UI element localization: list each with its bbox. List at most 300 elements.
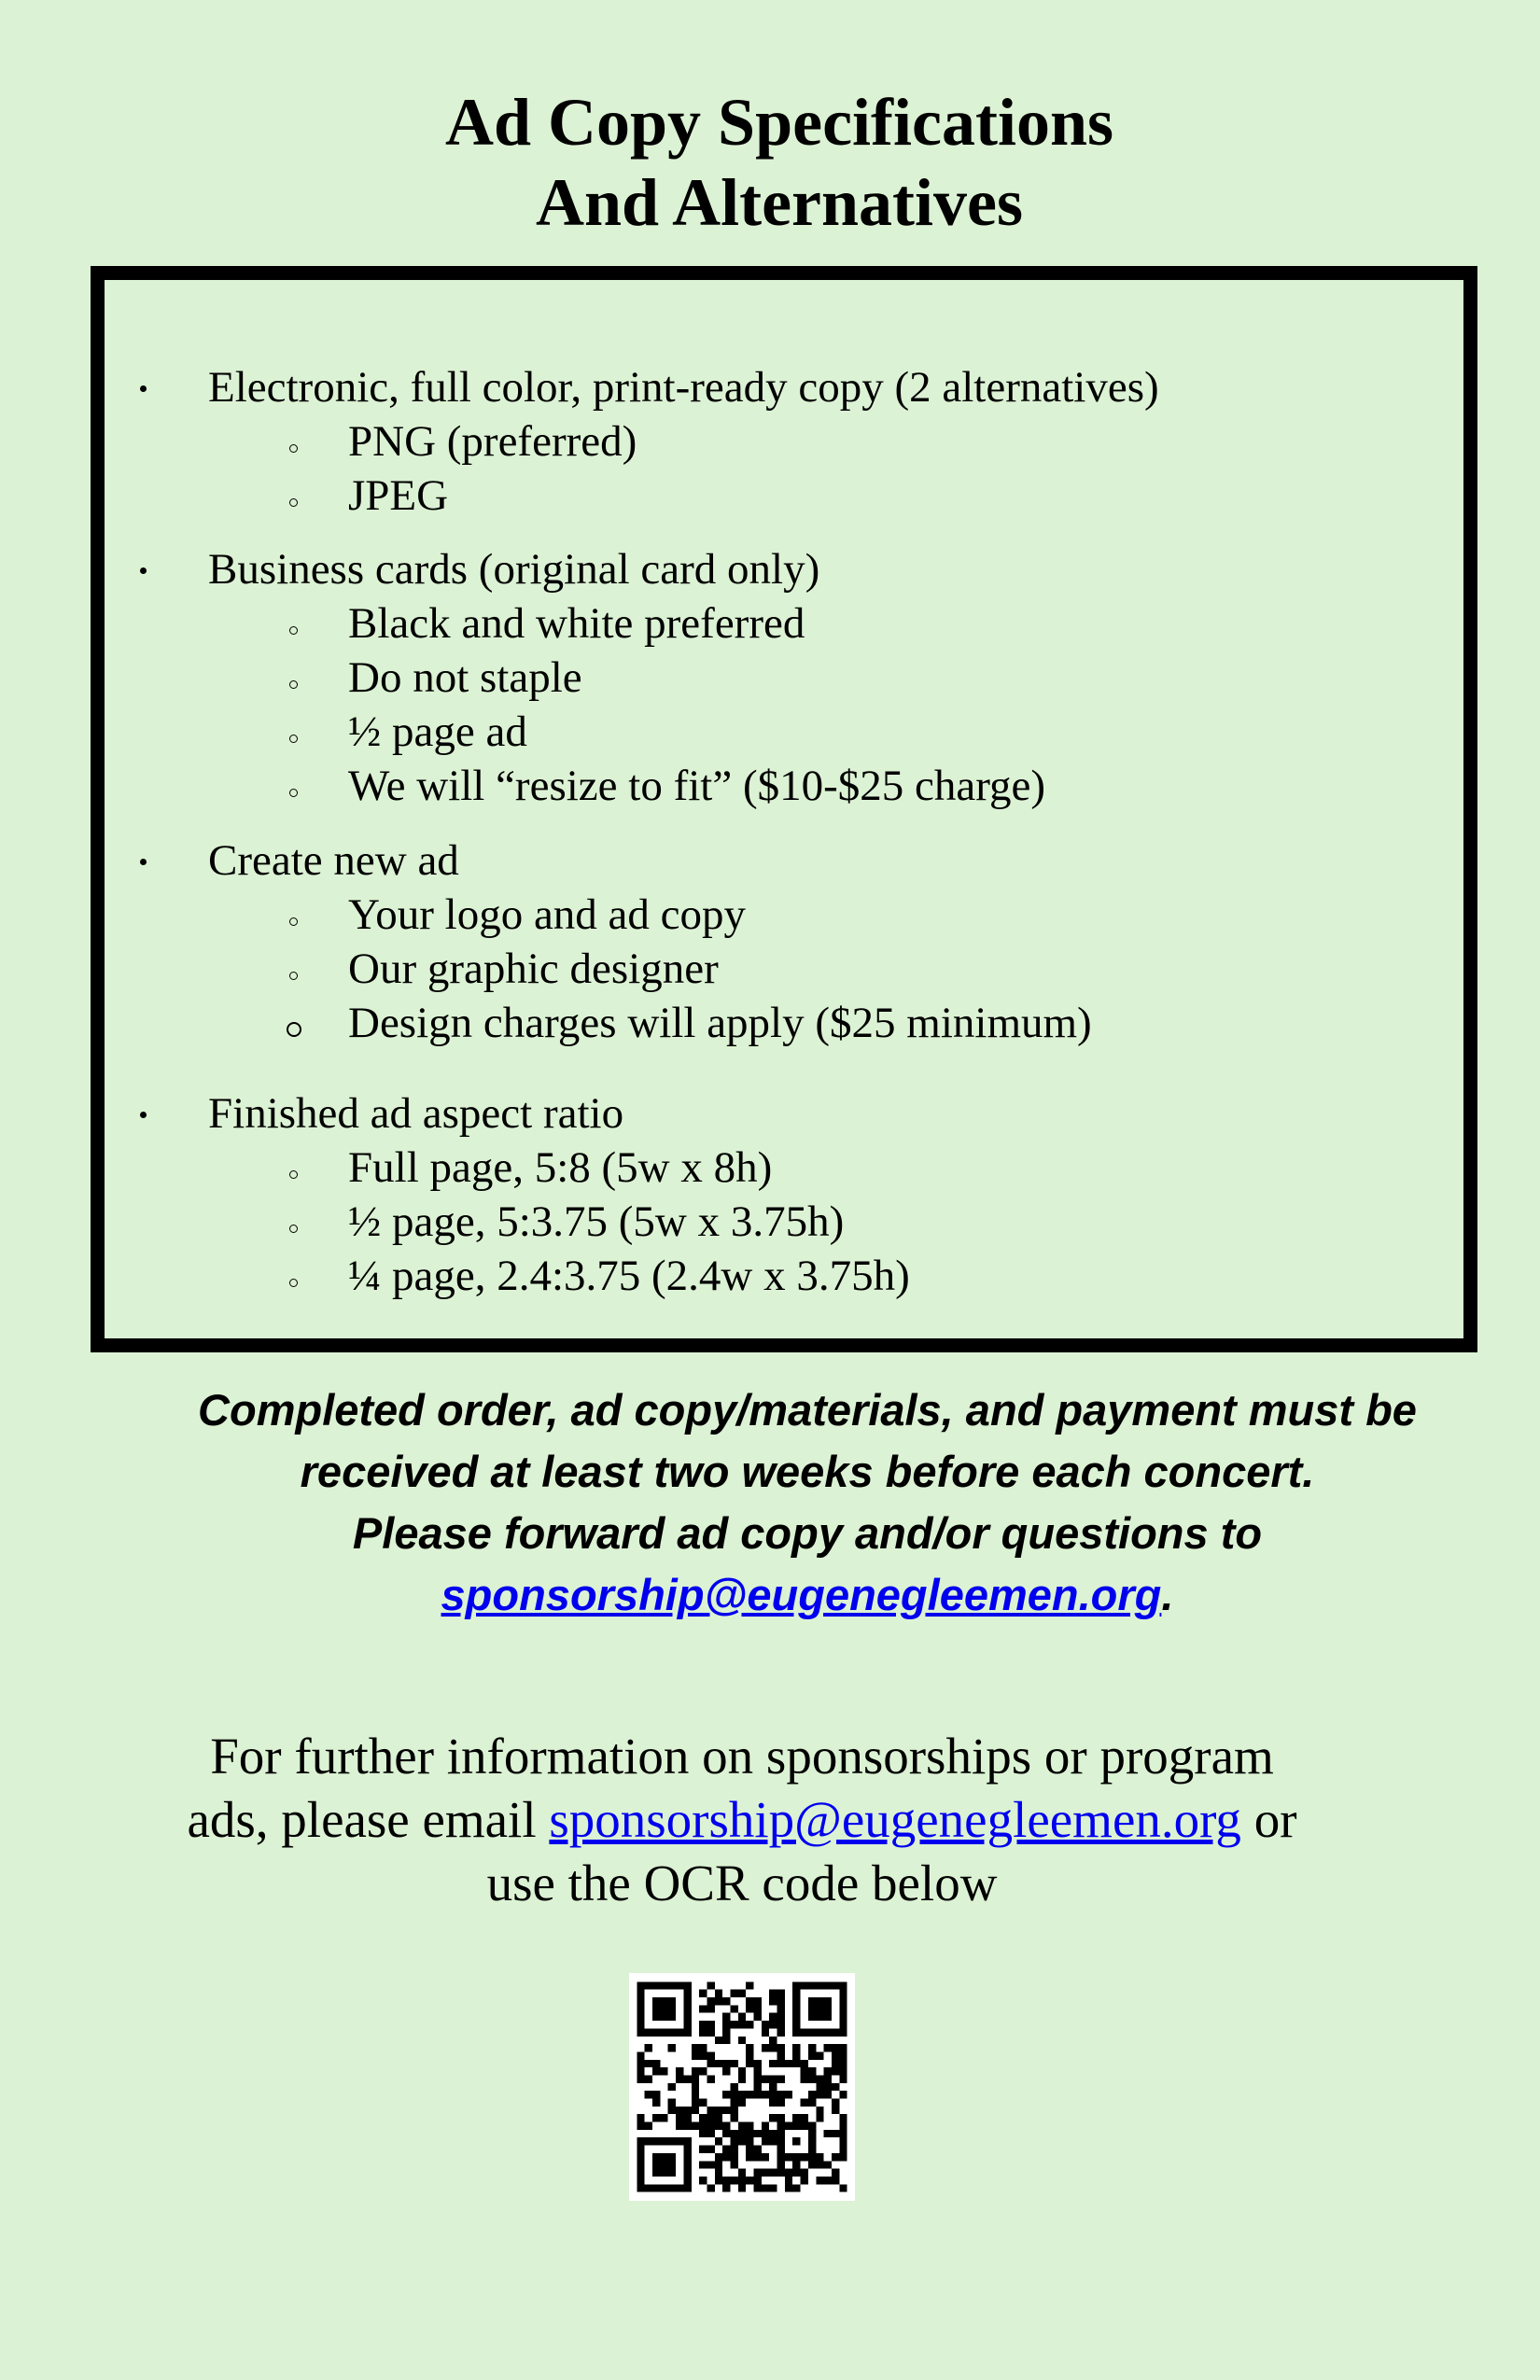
qr-module	[808, 2161, 816, 2168]
spec-sub-item	[105, 596, 1463, 651]
qr-module	[808, 2099, 816, 2107]
qr-module	[722, 1997, 730, 2005]
qr-module	[832, 2107, 839, 2114]
qr-module	[645, 2091, 652, 2098]
qr-module	[801, 2114, 808, 2121]
qr-module	[816, 2114, 823, 2121]
qr-module	[715, 1997, 722, 2005]
qr-module	[637, 2075, 644, 2082]
qr-module	[754, 2184, 762, 2191]
qr-module	[769, 2013, 777, 2021]
qr-module	[824, 2177, 832, 2184]
qr-module	[746, 2051, 753, 2059]
qr-module	[754, 2177, 762, 2184]
qr-module	[707, 2051, 714, 2059]
qr-module	[715, 2107, 722, 2114]
qr-module	[777, 2060, 785, 2067]
qr-module	[762, 2184, 769, 2191]
qr-module	[722, 2146, 730, 2153]
qr-module	[801, 2067, 808, 2075]
qr-module	[738, 2037, 746, 2044]
qr-module	[769, 2044, 777, 2051]
qr-module	[676, 2075, 683, 2082]
qr-module	[785, 2091, 792, 2098]
qr-module	[652, 2114, 660, 2121]
qr-module	[722, 2107, 730, 2114]
qr-module	[777, 2114, 785, 2121]
qr-module	[707, 2107, 714, 2114]
qr-module	[722, 2028, 730, 2036]
qr-module	[738, 2177, 746, 2184]
specifications-box	[91, 266, 1477, 1352]
qr-module	[738, 2137, 746, 2145]
spec-bullet	[105, 833, 1463, 888]
qr-module	[730, 2130, 737, 2137]
spec-sub-item-label: We will “resize to fit” ($10-$25 charge)	[348, 762, 1046, 810]
qr-module	[707, 2114, 714, 2121]
qr-module	[730, 2005, 737, 2012]
qr-module	[769, 2130, 777, 2137]
qr-module	[707, 1981, 714, 1989]
qr-module	[715, 2122, 722, 2130]
qr-module	[707, 2161, 714, 2168]
qr-module	[707, 2184, 714, 2191]
qr-module	[808, 2051, 816, 2059]
spec-group-business-cards	[105, 542, 1463, 813]
qr-module	[746, 2130, 753, 2137]
qr-module	[707, 2028, 714, 2036]
qr-module	[707, 2005, 714, 2012]
spec-bullet	[105, 542, 1463, 596]
qr-module	[707, 2146, 714, 2153]
spec-sub-item-label: Design charges will apply ($25 minimum)	[348, 999, 1092, 1047]
qr-module	[722, 2177, 730, 2184]
qr-module	[824, 2130, 832, 2137]
qr-module	[777, 2099, 785, 2107]
qr-module	[792, 2114, 800, 2121]
qr-module	[762, 2028, 769, 2036]
qr-module	[699, 2028, 707, 2036]
qr-module	[754, 1997, 762, 2005]
qr-module	[637, 2122, 644, 2130]
qr-module	[676, 2067, 683, 2075]
qr-module	[692, 2091, 699, 2098]
qr-module	[637, 2114, 644, 2121]
qr-module	[824, 2075, 832, 2082]
qr-module	[715, 2177, 722, 2184]
qr-module	[699, 2130, 707, 2137]
qr-module	[832, 2177, 839, 2184]
qr-module	[692, 2051, 699, 2059]
qr-module	[832, 2099, 839, 2107]
spec-group-create-new-ad	[105, 833, 1463, 1050]
qr-module	[683, 2114, 691, 2121]
qr-module	[839, 2114, 847, 2121]
qr-module	[792, 2044, 800, 2051]
qr-module	[722, 2037, 730, 2044]
qr-module	[792, 2169, 800, 2177]
qr-module	[738, 2067, 746, 2075]
qr-module	[816, 2051, 823, 2059]
qr-module	[722, 2122, 730, 2130]
qr-module	[801, 2060, 808, 2067]
qr-module	[652, 2099, 660, 2107]
qr-module	[754, 2146, 762, 2153]
qr-finder-core	[808, 1997, 832, 2021]
qr-module	[839, 2130, 847, 2137]
qr-module	[832, 2044, 839, 2051]
title-line-1: Ad Copy Specifications	[444, 85, 1114, 160]
spec-sub-item	[105, 651, 1463, 705]
circle-bullet-icon	[287, 1022, 301, 1037]
qr-module	[769, 2060, 777, 2067]
qr-module	[839, 2091, 847, 2098]
qr-module	[801, 2177, 808, 2184]
qr-alignment-core	[792, 2137, 800, 2145]
qr-module	[746, 2153, 753, 2161]
spec-sub-item	[105, 1249, 1463, 1303]
qr-module	[699, 2161, 707, 2168]
qr-module	[738, 2122, 746, 2130]
spec-sub-item-label: ½ page ad	[348, 707, 527, 756]
qr-module	[730, 2107, 737, 2114]
qr-module	[832, 2169, 839, 2177]
qr-module	[699, 2044, 707, 2051]
qr-code-graphic	[629, 1973, 855, 2201]
spec-sub-item-label: PNG (preferred)	[348, 417, 637, 466]
info-email-link[interactable]: sponsorship@eugenegleemen.org	[549, 1791, 1241, 1848]
qr-module	[699, 1990, 707, 1997]
qr-module	[676, 2107, 683, 2114]
qr-module	[839, 2075, 847, 2082]
bullet-icon	[140, 567, 147, 574]
spec-sub-item-label: ½ page, 5:3.75 (5w x 3.75h)	[348, 1197, 845, 1246]
qr-module	[730, 2060, 737, 2067]
qr-module	[839, 2060, 847, 2067]
qr-module	[816, 2177, 823, 2184]
qr-module	[660, 2067, 667, 2075]
notice-email-link[interactable]: sponsorship@eugenegleemen.org	[441, 1570, 1162, 1619]
notice-period: .	[1161, 1570, 1174, 1619]
qr-module	[683, 2075, 691, 2082]
qr-module	[676, 2122, 683, 2130]
spec-sub-item	[105, 759, 1463, 813]
qr-module	[652, 2091, 660, 2098]
qr-module	[746, 2122, 753, 2130]
qr-module	[692, 2099, 699, 2107]
qr-module	[769, 1997, 777, 2005]
qr-module	[738, 2013, 746, 2021]
qr-module	[816, 2091, 823, 2098]
qr-module	[645, 2122, 652, 2130]
spec-group-label: Business cards (original card only)	[208, 545, 820, 594]
qr-module	[769, 2083, 777, 2091]
qr-module	[707, 2122, 714, 2130]
spec-sub-item-label: Black and white preferred	[348, 599, 805, 648]
qr-module	[660, 2114, 667, 2121]
qr-module	[816, 2161, 823, 2168]
qr-module	[839, 2137, 847, 2145]
spec-sub-item-label: Your logo and ad copy	[348, 890, 747, 939]
qr-module	[754, 2005, 762, 2012]
circle-bullet-icon	[289, 1279, 298, 1287]
qr-module	[839, 2184, 847, 2191]
spec-sub-item	[105, 705, 1463, 759]
notice-line-1: Completed order, ad copy/materials, and payment must be	[198, 1385, 1417, 1435]
qr-module	[754, 2169, 762, 2177]
qr-module	[785, 2184, 792, 2191]
qr-module	[824, 2083, 832, 2091]
circle-bullet-icon	[289, 735, 298, 743]
qr-module	[777, 1997, 785, 2005]
spec-sub-item-label: ¼ page, 2.4:3.75 (2.4w x 3.75h)	[348, 1252, 910, 1300]
qr-module	[722, 2130, 730, 2137]
qr-module	[668, 2044, 676, 2051]
qr-module	[769, 2099, 777, 2107]
qr-module	[785, 2060, 792, 2067]
qr-module	[801, 2169, 808, 2177]
qr-module	[777, 2161, 785, 2168]
qr-module	[792, 2161, 800, 2168]
circle-bullet-icon	[289, 917, 298, 926]
spec-bullet	[105, 1086, 1463, 1141]
qr-module	[777, 2051, 785, 2059]
qr-module	[808, 2075, 816, 2082]
qr-module	[730, 2146, 737, 2153]
qr-module	[824, 2067, 832, 2075]
qr-module	[769, 2037, 777, 2044]
qr-module	[738, 2130, 746, 2137]
circle-bullet-icon	[289, 680, 298, 689]
qr-module	[762, 2130, 769, 2137]
qr-module	[738, 2169, 746, 2177]
qr-module	[699, 2099, 707, 2107]
qr-module	[715, 2060, 722, 2067]
qr-module	[832, 2153, 839, 2161]
qr-module	[668, 2083, 676, 2091]
qr-module	[730, 2153, 737, 2161]
qr-module	[730, 1990, 737, 1997]
spec-group-label: Finished ad aspect ratio	[208, 1089, 624, 1138]
qr-module	[730, 2083, 737, 2091]
qr-module	[769, 2137, 777, 2145]
spec-group-label: Create new ad	[208, 836, 459, 885]
qr-module	[777, 2028, 785, 2036]
qr-module	[769, 2075, 777, 2082]
qr-module	[785, 2177, 792, 2184]
circle-bullet-icon	[289, 1170, 298, 1179]
spec-sub-item	[105, 1141, 1463, 1195]
qr-module	[699, 2114, 707, 2121]
qr-module	[715, 1990, 722, 1997]
qr-module	[637, 2051, 644, 2059]
qr-module	[722, 2091, 730, 2098]
qr-module	[754, 2067, 762, 2075]
qr-module	[707, 1997, 714, 2005]
qr-module	[692, 2067, 699, 2075]
qr-module	[738, 1990, 746, 1997]
circle-bullet-icon	[289, 789, 298, 797]
qr-module	[707, 2130, 714, 2137]
qr-module	[769, 2091, 777, 2098]
qr-module	[839, 2044, 847, 2051]
qr-module	[699, 2122, 707, 2130]
qr-module	[715, 2153, 722, 2161]
qr-module	[839, 2067, 847, 2075]
qr-module	[777, 2005, 785, 2012]
qr-module	[816, 2107, 823, 2114]
qr-module	[769, 2184, 777, 2191]
qr-module	[746, 1981, 753, 1989]
qr-module	[754, 2013, 762, 2021]
qr-module	[645, 2044, 652, 2051]
circle-bullet-icon	[289, 444, 298, 453]
spec-group-aspect-ratio	[105, 1086, 1463, 1303]
qr-module	[754, 2153, 762, 2161]
circle-bullet-icon	[289, 498, 298, 507]
qr-module	[699, 2177, 707, 2184]
qr-module	[645, 2060, 652, 2067]
qr-module	[832, 2130, 839, 2137]
qr-module	[715, 2137, 722, 2145]
qr-module	[801, 2075, 808, 2082]
qr-module	[683, 2122, 691, 2130]
qr-module	[754, 2130, 762, 2137]
qr-module	[676, 2114, 683, 2121]
deadline-notice	[140, 1379, 1475, 1626]
qr-module	[746, 2177, 753, 2184]
qr-module	[699, 2051, 707, 2059]
qr-module	[746, 2021, 753, 2028]
qr-module	[722, 2021, 730, 2028]
qr-module	[762, 2169, 769, 2177]
qr-module	[692, 2107, 699, 2114]
spec-bullet	[105, 360, 1463, 414]
bullet-icon	[140, 385, 147, 392]
qr-module	[730, 2021, 737, 2028]
qr-module	[801, 2099, 808, 2107]
qr-module	[824, 2091, 832, 2098]
qr-module	[754, 2091, 762, 2098]
qr-module	[699, 2146, 707, 2153]
info-prefix: ads, please email	[187, 1791, 550, 1848]
qr-module	[762, 2137, 769, 2145]
qr-module	[730, 2099, 737, 2107]
qr-module	[824, 2044, 832, 2051]
spec-sub-item-label: Do not staple	[348, 653, 582, 702]
circle-bullet-icon	[289, 972, 298, 980]
qr-module	[692, 2044, 699, 2051]
qr-module	[730, 2091, 737, 2098]
qr-module	[746, 2146, 753, 2153]
spec-sub-item-label: Full page, 5:8 (5w x 8h)	[348, 1143, 773, 1192]
qr-module	[832, 2067, 839, 2075]
qr-module	[722, 2153, 730, 2161]
qr-module	[738, 2099, 746, 2107]
spec-sub-item-label: JPEG	[348, 471, 449, 520]
qr-module	[683, 2107, 691, 2114]
qr-module	[738, 2091, 746, 2098]
qr-module	[715, 2161, 722, 2168]
qr-module	[730, 2114, 737, 2121]
qr-module	[652, 2067, 660, 2075]
qr-module	[738, 2184, 746, 2191]
qr-module	[792, 2051, 800, 2059]
qr-module	[777, 2013, 785, 2021]
qr-module	[668, 2107, 676, 2114]
qr-module	[839, 2153, 847, 2161]
qr-module	[777, 2091, 785, 2098]
qr-module	[777, 2044, 785, 2051]
qr-module	[754, 2083, 762, 2091]
qr-module	[746, 2091, 753, 2098]
spec-sub-item	[105, 469, 1463, 523]
qr-module	[777, 2021, 785, 2028]
qr-module	[762, 2091, 769, 2098]
spec-sub-item	[105, 1195, 1463, 1249]
qr-module	[645, 2075, 652, 2082]
qr-module	[824, 2161, 832, 2168]
notice-line-2: received at least two weeks before each concert.	[300, 1447, 1315, 1496]
info-line-3: use the OCR code below	[486, 1855, 998, 1911]
qr-module	[762, 2021, 769, 2028]
qr-module	[769, 2169, 777, 2177]
qr-module	[762, 2044, 769, 2051]
circle-bullet-icon	[289, 1225, 298, 1233]
qr-module	[746, 2060, 753, 2067]
info-line-1: For further information on sponsorships or program	[210, 1728, 1274, 1785]
qr-module	[707, 2060, 714, 2067]
qr-module	[754, 2060, 762, 2067]
qr-module	[730, 2177, 737, 2184]
qr-module	[637, 2067, 644, 2075]
qr-module	[777, 2169, 785, 2177]
qr-module	[722, 2067, 730, 2075]
qr-code-icon[interactable]	[629, 1973, 855, 2201]
qr-module	[730, 2137, 737, 2145]
qr-module	[792, 2060, 800, 2067]
qr-module	[692, 2122, 699, 2130]
qr-module	[707, 2075, 714, 2082]
qr-module	[722, 2184, 730, 2191]
qr-finder-core	[652, 2153, 676, 2177]
contact-info	[103, 1725, 1381, 1915]
qr-module	[839, 2051, 847, 2059]
qr-module	[692, 2083, 699, 2091]
bullet-icon	[140, 1112, 147, 1118]
qr-module	[722, 2060, 730, 2067]
qr-module	[769, 2114, 777, 2121]
qr-module	[722, 2013, 730, 2021]
qr-module	[715, 2114, 722, 2121]
spec-sub-item	[105, 888, 1463, 942]
spec-sub-item	[105, 996, 1463, 1050]
qr-module	[746, 2137, 753, 2145]
qr-module	[738, 2075, 746, 2082]
qr-module	[792, 2184, 800, 2191]
spec-sub-item	[105, 942, 1463, 996]
qr-module	[637, 2060, 644, 2067]
spec-sub-item	[105, 414, 1463, 469]
qr-module	[816, 2075, 823, 2082]
qr-module	[754, 2075, 762, 2082]
qr-module	[808, 2044, 816, 2051]
qr-module	[777, 1990, 785, 1997]
qr-module	[746, 2044, 753, 2051]
qr-module	[707, 2021, 714, 2028]
qr-module	[762, 2122, 769, 2130]
spec-sub-item-label: Our graphic designer	[348, 945, 719, 993]
